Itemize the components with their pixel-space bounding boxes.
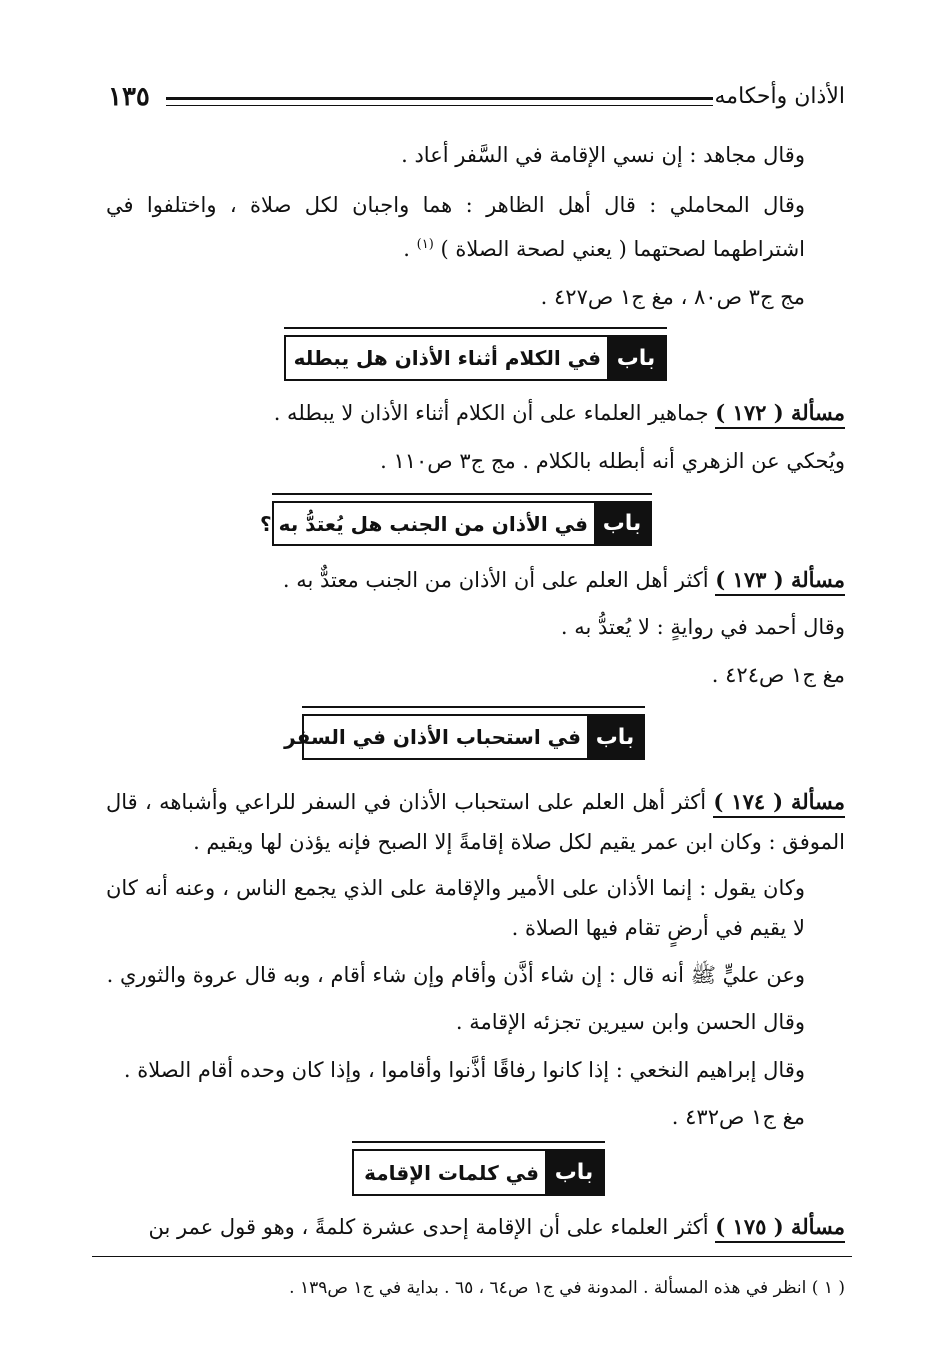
chapter-tag: باب [587, 716, 643, 758]
issue-172 [106, 398, 845, 428]
footnote-ref: (١) [416, 237, 434, 252]
paragraph-ahmad: وقال أحمد في روايةٍ : لا يُعتدُّ به . [560, 615, 845, 639]
footnote: ( ١ ) انظر في هذه المسألة . المدونة في ج١ ص٦٤ ، ٦٥ . بداية في ج١ ص١٣٩ . [289, 1278, 845, 1298]
issue-text: أكثر أهل العلم على أن الأذان من الجنب معتدٌّ به . [282, 568, 716, 592]
chapter-title: في الكلام أثناء الأذان هل يبطله [293, 346, 601, 370]
chapter-tag: باب [594, 503, 650, 544]
heading-rule [352, 1141, 605, 1143]
chapter-title: في الأذان من الجنب هل يُعتدُّ به ؟ [260, 511, 588, 536]
chapter-tag: باب [545, 1151, 603, 1194]
issue-label: مسألة ( ١٧٤ ) [713, 789, 845, 818]
reference-line: مج ج٣ ص٨٠ ، مغ ج١ ص٤٢٧ . [540, 285, 805, 309]
chapter-title: في كلمات الإقامة [364, 1160, 539, 1185]
heading-rule [272, 493, 652, 495]
heading-rule [284, 327, 667, 329]
chapter-heading-adhan-junub [260, 493, 652, 546]
paragraph-mahamili-text: وقال المحاملي : قال أهل الظاهر : هما واجبان لكل صلاة ، واختلفوا في اشتراطهما لصحتهما ( يعني لصحة الصلاة ) [106, 193, 805, 261]
paragraph-nakhai: وقال إبراهيم النخعي : إذا كانوا رفاقًا أذَّنوا وأقاموا ، وإذا كان وحده أقام الصلاة . [123, 1058, 805, 1082]
paragraph-ali: وعن عليٍّ ﷺ أنه قال : إن شاء أذَّن وأقام وإن شاء أقام ، وبه قال عروة والثوري . [106, 963, 805, 987]
paragraph-amir: وكان يقول : إنما الأذان على الأمير والإقامة على الذي يجمع الناس ، وعنه أنه كان لا يقيم في أرضٍ تقام فيها الصلاة . [106, 876, 805, 940]
reference-line: مغ ج١ ص٤٢٤ . [711, 663, 845, 687]
page-number: ١٣٥ [108, 82, 150, 112]
chapter-heading-adhan-travel [284, 706, 645, 760]
issue-174 [106, 782, 845, 862]
header-rule [166, 97, 713, 106]
issue-label: مسألة ( ١٧٣ ) [715, 567, 845, 596]
paragraph-mujahid: وقال مجاهد : إن نسي الإقامة في السَّفر أعاد . [401, 143, 805, 167]
reference-line: مغ ج١ ص٤٣٢ . [671, 1105, 805, 1129]
issue-label: مسألة ( ١٧٢ ) [715, 400, 845, 429]
running-title: الأذان وأحكامه [714, 84, 845, 109]
issue-173 [106, 565, 845, 595]
paragraph-zuhri: ويُحكي عن الزهري أنه أبطله بالكلام . مج ج٣ ص١١٠ . [380, 449, 845, 473]
issue-175 [106, 1212, 845, 1242]
issue-text: أكثر العلماء على أن الإقامة إحدى عشرة كلمةً ، وهو قول عمر بن [148, 1215, 716, 1239]
paragraph-mahamili-end: . [403, 237, 410, 261]
chapter-heading-iqama-words [352, 1141, 605, 1196]
heading-rule [302, 706, 645, 708]
paragraph-hasan: وقال الحسن وابن سيرين تجزئه الإقامة . [455, 1010, 805, 1034]
issue-label: مسألة ( ١٧٥ ) [715, 1214, 845, 1243]
issue-text: أكثر أهل العلم على استحباب الأذان في السفر للراعي وأشباهه ، قال الموفق : وكان ابن عمر يقيم لكل صلاة إقامةً إلا الصبح فإنه يؤذن لها ويقيم . [106, 790, 845, 854]
footnote-rule [92, 1256, 852, 1257]
issue-text: جماهير العلماء على أن الكلام أثناء الأذان لا يبطله . [273, 401, 716, 425]
chapter-heading-speech-during-adhan [284, 327, 667, 381]
chapter-tag: باب [607, 337, 665, 379]
chapter-title: في استحباب الأذان في السفر [284, 725, 581, 749]
page-header [108, 82, 845, 122]
paragraph-mahamili [106, 186, 845, 269]
